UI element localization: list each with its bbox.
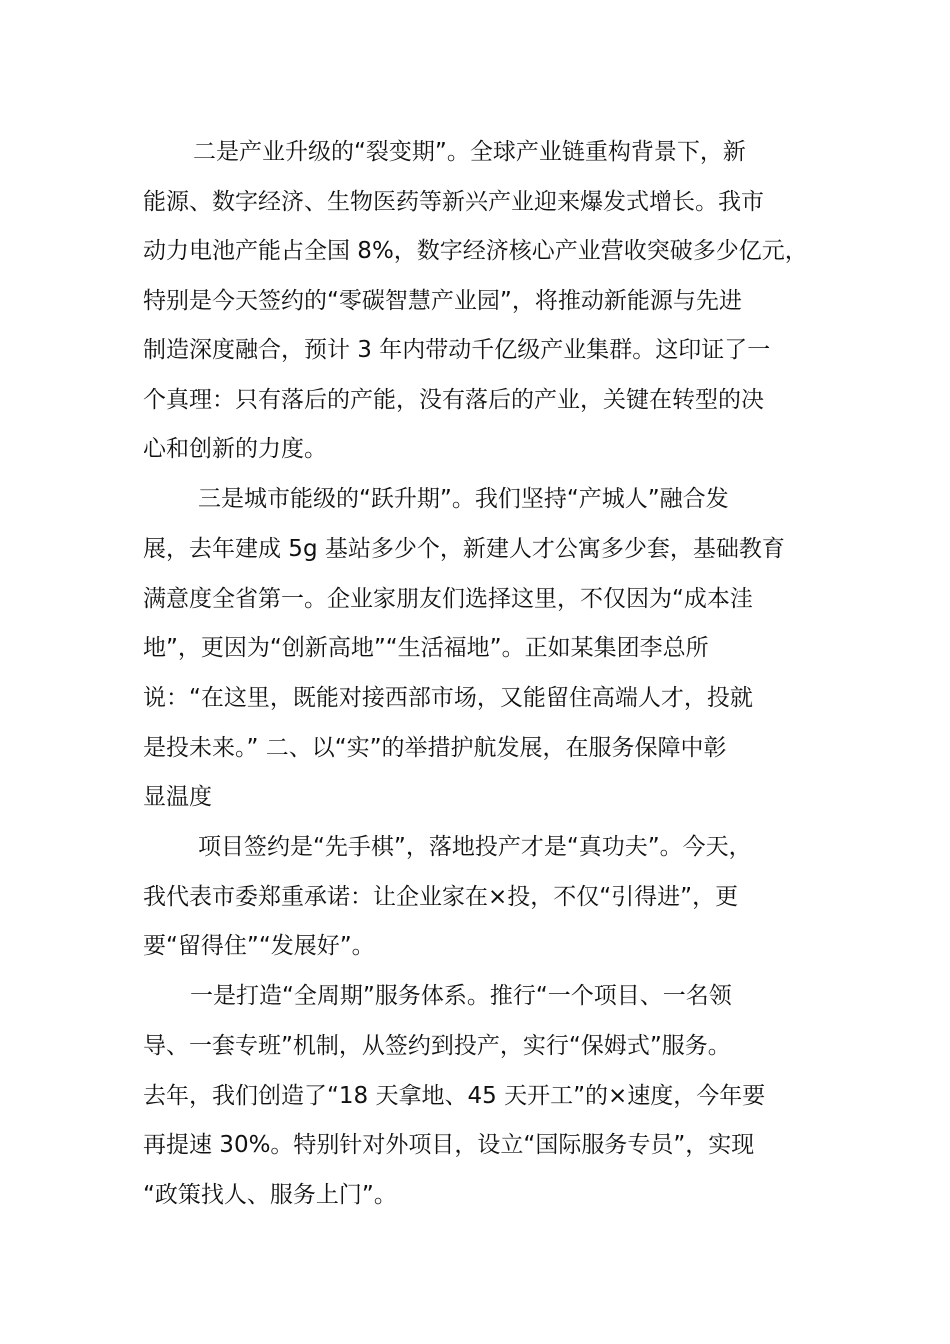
text-line: 心和创新的力度。 (143, 436, 327, 462)
text-line: 动力电池产能占全国 8%，数字经济核心产业营收突破多少亿元， (143, 238, 808, 264)
text-line: 能源、数字经济、生物医药等新兴产业迎来爆发式增长。我市 (143, 189, 764, 215)
text-line: 是投未来。” 二、以“实”的举措护航发展，在服务保障中彰 (143, 735, 727, 761)
text-line: 导、一套专班”机制，从签约到投产，实行“保姆式”服务。 (143, 1033, 731, 1059)
text-line: 个真理：只有落后的产能，没有落后的产业，关键在转型的决 (143, 387, 764, 413)
text-line: 展，去年建成 5g 基站多少个，新建人才公寓多少套，基础教育 (143, 536, 785, 562)
text-line: 二是产业升级的“裂变期”。全球产业链重构背景下，新 (193, 139, 746, 165)
text-line: 满意度全省第一。企业家朋友们选择这里，不仅因为“成本洼 (143, 586, 753, 612)
text-line: 我代表市委郑重承诺：让企业家在×投，不仅“引得进”，更 (143, 884, 739, 910)
text-line: 去年，我们创造了“18 天拿地、45 天开工”的×速度，今年要 (143, 1083, 766, 1109)
text-line: 要“留得住”“发展好”。 (143, 933, 375, 959)
text-line: 地”，更因为“创新高地”“生活福地”。正如某集团李总所 (143, 635, 709, 661)
text-line: “政策找人、服务上门”。 (143, 1182, 397, 1208)
text-line: 三是城市能级的“跃升期”。我们坚持“产城人”融合发 (198, 486, 729, 512)
text-line: 再提速 30%。特别针对外项目，设立“国际服务专员”，实现 (143, 1132, 755, 1158)
text-line: 项目签约是“先手棋”，落地投产才是“真功夫”。今天， (198, 834, 752, 860)
text-line: 制造深度融合，预计 3 年内带动千亿级产业集群。这印证了一 (143, 337, 771, 363)
text-line: 显温度 (143, 784, 212, 810)
text-line: 特别是今天签约的“零碳智慧产业园”，将推动新能源与先进 (143, 288, 742, 314)
text-line: 说：“在这里，既能对接西部市场，又能留住高端人才，投就 (143, 685, 753, 711)
text-line: 一是打造“全周期”服务体系。推行“一个项目、一名领 (190, 983, 732, 1009)
